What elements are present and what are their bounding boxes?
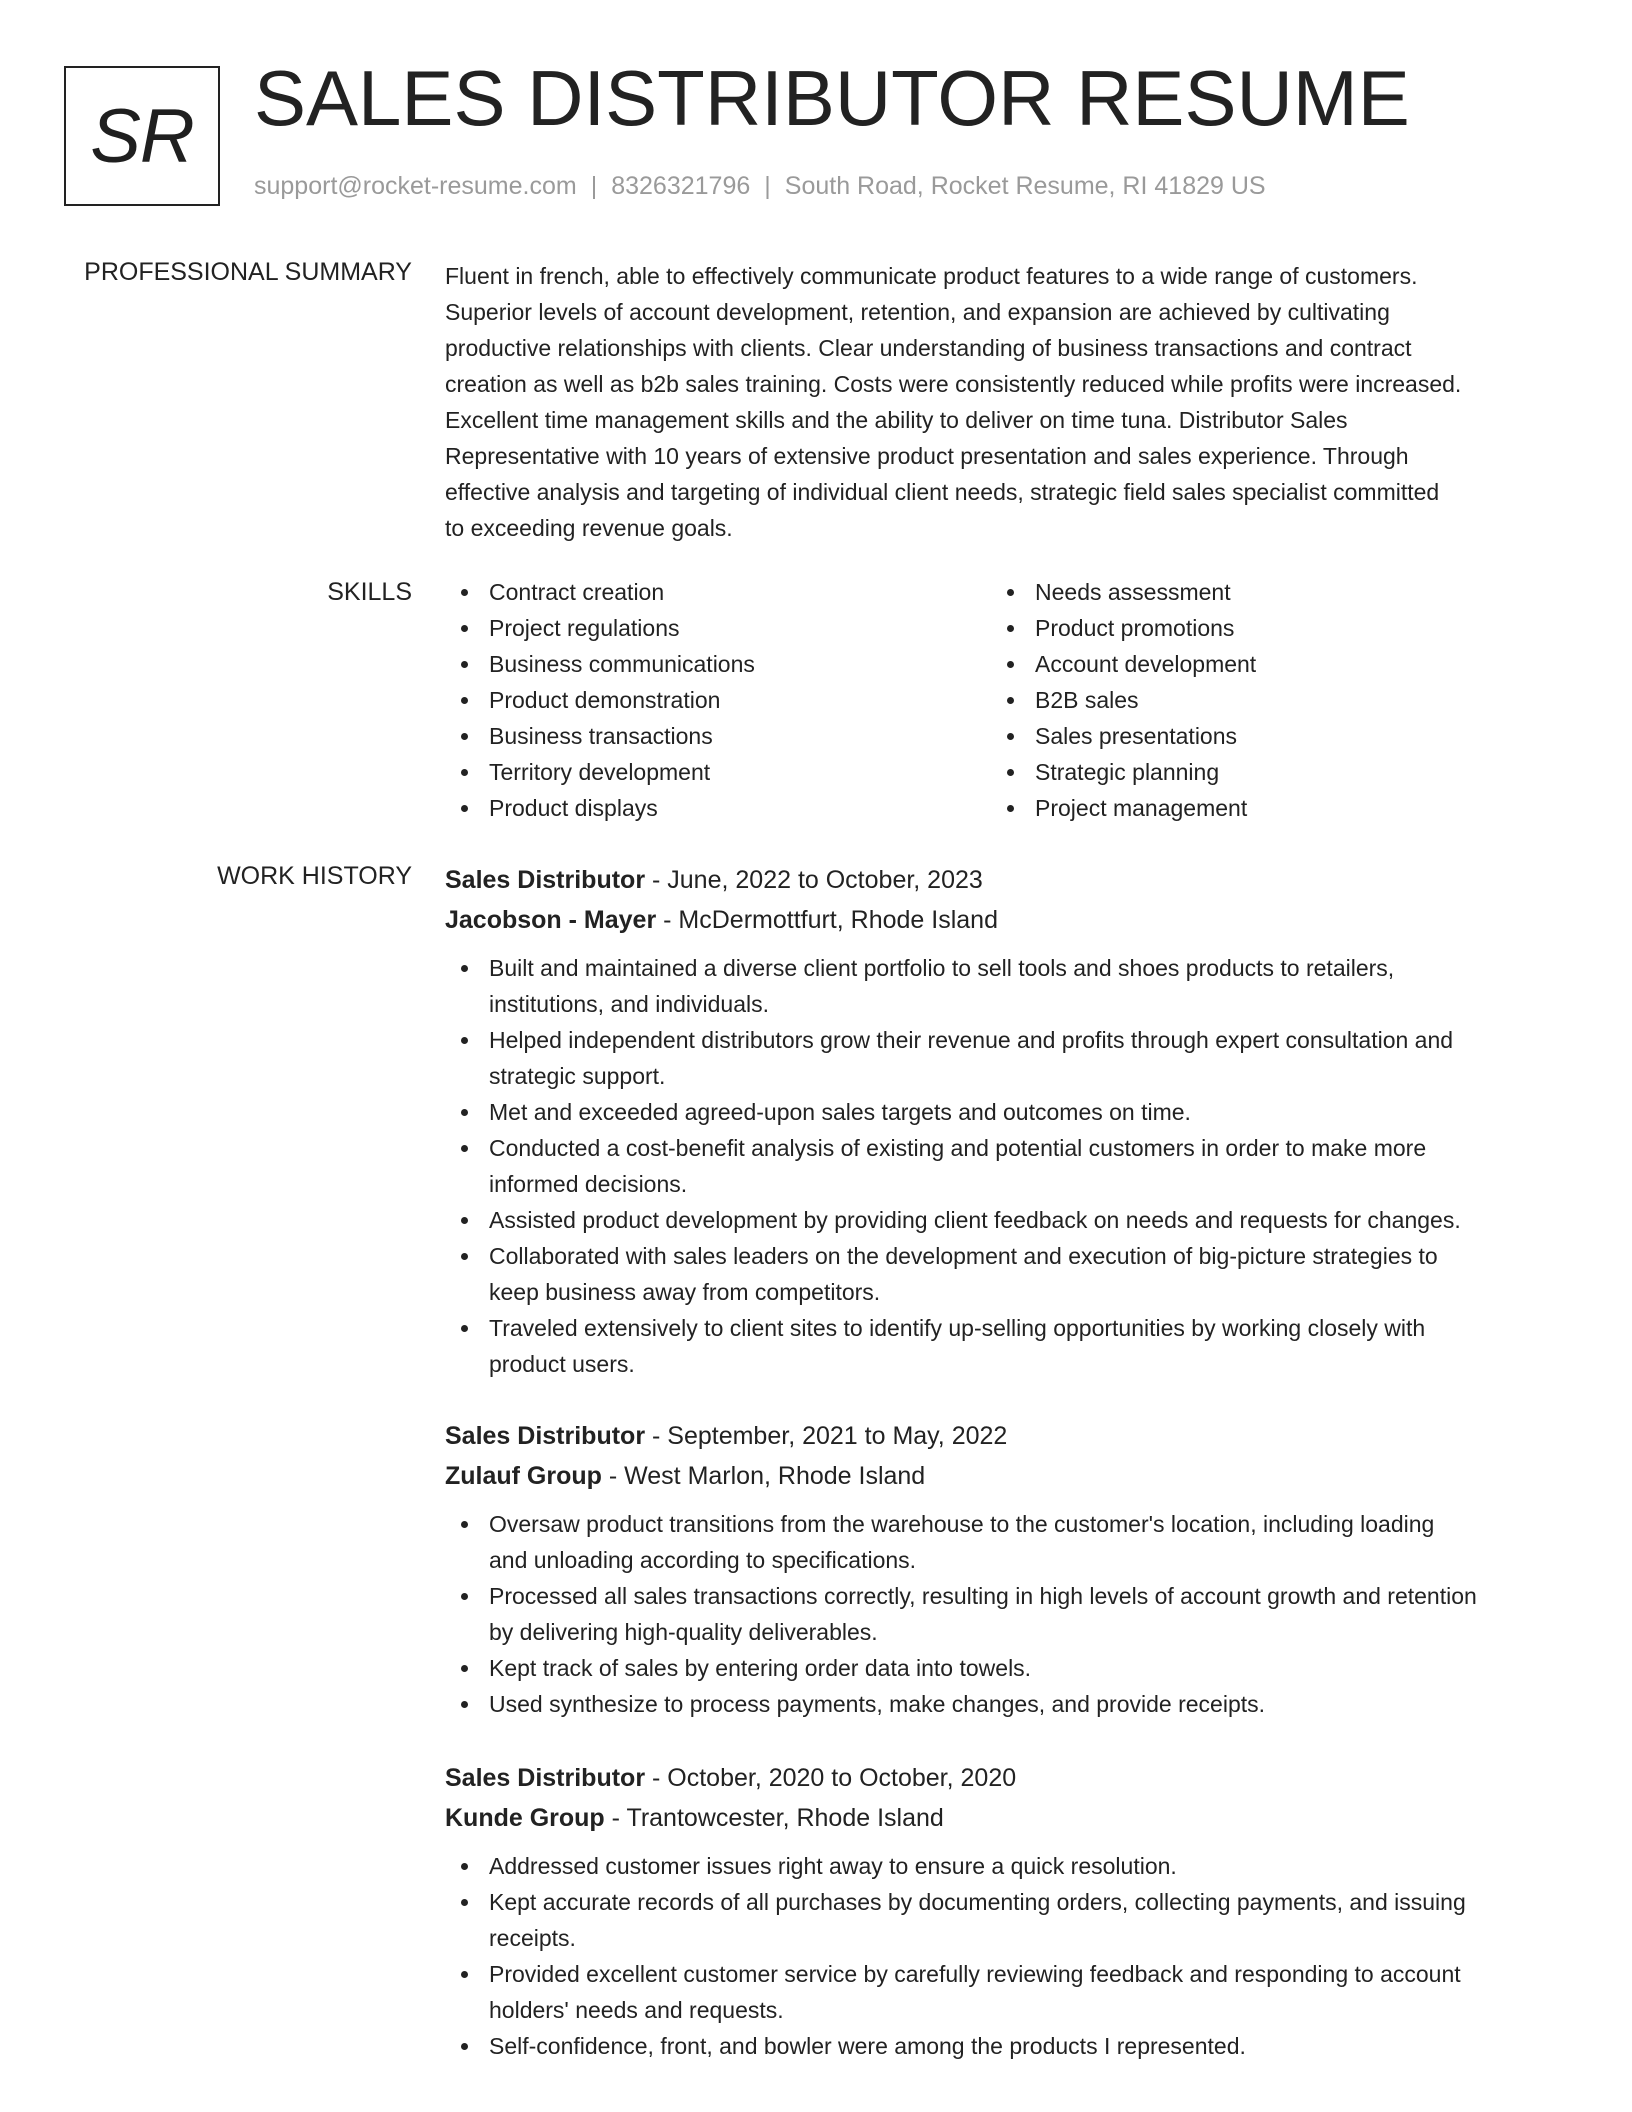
summary-line: effective analysis and targeting of individual client needs, strategic field sales specialist committed	[445, 479, 1440, 505]
job-dates: - September, 2021 to May, 2022	[645, 1422, 1008, 1450]
contact-separator: |	[590, 172, 598, 200]
job-entry	[445, 1758, 1565, 2064]
bullet-line: Processed all sales transactions correctly, resulting in high levels of account growth and retention	[489, 1583, 1477, 1609]
bullet-line: Oversaw product transitions from the warehouse to the customer's location, including loading	[489, 1511, 1435, 1537]
job-location: - Trantowcester, Rhode Island	[604, 1804, 944, 1832]
bullet-line: Provided excellent customer service by carefully reviewing feedback and responding to account	[489, 1961, 1461, 1987]
monogram-box	[64, 66, 220, 206]
contact-phone[interactable]: 8326321796	[611, 172, 751, 200]
skill-item: Business transactions	[445, 718, 991, 754]
bullet-line: receipts.	[489, 1925, 576, 1951]
bullet-line: Kept accurate records of all purchases by documenting orders, collecting payments, and issuing	[489, 1889, 1466, 1915]
job-company: Zulauf Group	[445, 1462, 602, 1490]
job-location: - McDermottfurt, Rhode Island	[656, 906, 998, 934]
bullet-line: holders' needs and requests.	[489, 1997, 784, 2023]
resume-title: SALES DISTRIBUTOR RESUME	[254, 54, 1410, 142]
section-label-work-history: WORK HISTORY	[217, 862, 412, 890]
job-bullet	[445, 1650, 1565, 1686]
job-company: Kunde Group	[445, 1804, 605, 1832]
skill-item: Product demonstration	[445, 682, 991, 718]
contact-line	[254, 172, 1266, 201]
job-bullet	[445, 1686, 1565, 1722]
bullet-line: keep business away from competitors.	[489, 1279, 881, 1305]
summary-line: productive relationships with clients. Clear understanding of business transactions and contract	[445, 335, 1412, 361]
contact-address: South Road, Rocket Resume, RI 41829 US	[784, 172, 1266, 200]
job-bullet	[445, 1130, 1565, 1202]
skill-item: Sales presentations	[991, 718, 1537, 754]
job-bullet	[445, 1506, 1565, 1578]
contact-email[interactable]: support@rocket-resume.com	[254, 172, 577, 200]
job-bullet	[445, 1094, 1565, 1130]
bullet-line: Traveled extensively to client sites to identify up-selling opportunities by working closely with	[489, 1315, 1426, 1341]
bullet-line: Kept track of sales by entering order data into towels.	[489, 1655, 1032, 1681]
job-dates: - June, 2022 to October, 2023	[645, 866, 983, 894]
bullet-line: Used synthesize to process payments, make changes, and provide receipts.	[489, 1691, 1266, 1717]
job-bullet	[445, 1884, 1565, 1956]
job-company-line	[445, 1798, 1565, 1838]
bullet-line: Collaborated with sales leaders on the development and execution of big-picture strategies to	[489, 1243, 1438, 1269]
job-bullet	[445, 1956, 1565, 2028]
skill-item: Needs assessment	[991, 574, 1537, 610]
skill-item: Project management	[991, 790, 1537, 826]
bullet-line: Assisted product development by providing client feedback on needs and requests for changes.	[489, 1207, 1461, 1233]
job-bullet	[445, 1310, 1565, 1382]
skill-item: Business communications	[445, 646, 991, 682]
job-location: - West Marlon, Rhode Island	[601, 1462, 926, 1490]
job-bullet	[445, 950, 1565, 1022]
job-company: Jacobson - Mayer	[445, 906, 657, 934]
bullet-line: informed decisions.	[489, 1171, 688, 1197]
job-title-line	[445, 1758, 1565, 1798]
summary-line: Superior levels of account development, retention, and expansion are achieved by cultivating	[445, 299, 1390, 325]
job-role: Sales Distributor	[445, 866, 646, 894]
job-bullet	[445, 2028, 1565, 2064]
bullet-line: by delivering high-quality deliverables.	[489, 1619, 878, 1645]
bullet-line: Helped independent distributors grow their revenue and profits through expert consultation and	[489, 1027, 1454, 1053]
summary-line: Excellent time management skills and the ability to deliver on time tuna. Distributor Sales	[445, 407, 1348, 433]
job-company-line	[445, 1456, 1565, 1496]
job-bullets	[445, 1506, 1565, 1722]
bullet-line: strategic support.	[489, 1063, 666, 1089]
skills-column-left	[445, 574, 991, 826]
summary-line: Fluent in french, able to effectively communicate product features to a wide range of customers.	[445, 263, 1418, 289]
job-company-line	[445, 900, 1565, 940]
job-bullet	[445, 1578, 1565, 1650]
skills-column-right	[991, 574, 1537, 826]
job-bullets	[445, 1848, 1565, 2064]
summary-line: Representative with 10 years of extensive product presentation and sales experience. Through	[445, 443, 1409, 469]
job-entry	[445, 1416, 1565, 1722]
skill-item: Territory development	[445, 754, 991, 790]
section-label-skills: SKILLS	[327, 578, 412, 606]
bullet-line: Met and exceeded agreed-upon sales targets and outcomes on time.	[489, 1099, 1191, 1125]
job-bullet	[445, 1202, 1565, 1238]
job-bullet	[445, 1022, 1565, 1094]
skill-item: Contract creation	[445, 574, 991, 610]
skill-item: Account development	[991, 646, 1537, 682]
job-bullet	[445, 1848, 1565, 1884]
monogram-initials: SR	[90, 93, 194, 179]
bullet-line: Built and maintained a diverse client portfolio to sell tools and shoes products to retailers,	[489, 955, 1395, 981]
bullet-line: product users.	[489, 1351, 635, 1377]
skills-list	[445, 574, 1565, 826]
skill-item: Product promotions	[991, 610, 1537, 646]
contact-separator: |	[764, 172, 771, 200]
skill-item: Product displays	[445, 790, 991, 826]
summary-line: to exceeding revenue goals.	[445, 515, 733, 541]
job-role: Sales Distributor	[445, 1764, 646, 1792]
skill-item: B2B sales	[991, 682, 1537, 718]
section-label-summary: PROFESSIONAL SUMMARY	[84, 258, 412, 286]
bullet-line: institutions, and individuals.	[489, 991, 769, 1017]
skill-item: Strategic planning	[991, 754, 1537, 790]
job-bullets	[445, 950, 1565, 1382]
bullet-line: and unloading according to specifications.	[489, 1547, 917, 1573]
summary-text	[445, 258, 1565, 546]
bullet-line: Addressed customer issues right away to ensure a quick resolution.	[489, 1853, 1177, 1879]
summary-line: creation as well as b2b sales training. Costs were consistently reduced while profits were increased.	[445, 371, 1462, 397]
skill-item: Project regulations	[445, 610, 991, 646]
job-title-line	[445, 860, 1565, 900]
bullet-line: Conducted a cost-benefit analysis of existing and potential customers in order to make more	[489, 1135, 1427, 1161]
job-dates: - October, 2020 to October, 2020	[645, 1764, 1017, 1792]
bullet-line: Self-confidence, front, and bowler were among the products I represented.	[489, 2033, 1246, 2059]
job-title-line	[445, 1416, 1565, 1456]
job-entry	[445, 860, 1565, 1382]
job-bullet	[445, 1238, 1565, 1310]
job-role: Sales Distributor	[445, 1422, 646, 1450]
